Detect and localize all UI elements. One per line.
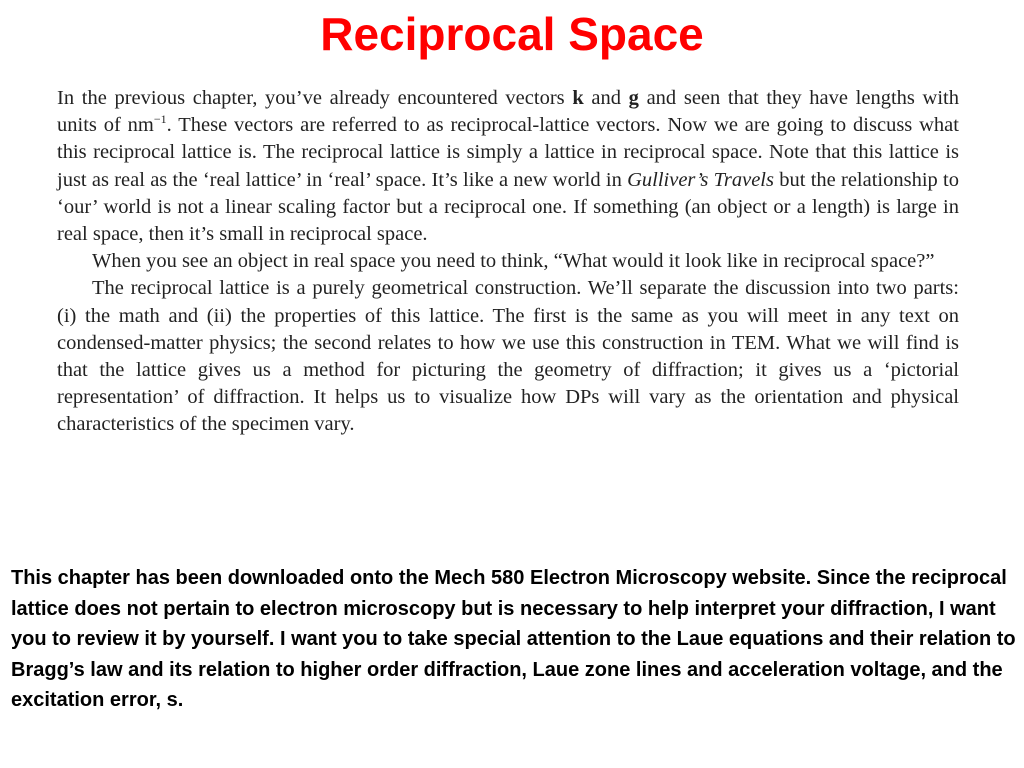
excerpt-paragraph-2: When you see an object in real space you need to think, “What would it look like in reciprocal space?” [92,250,935,273]
excerpt-text: . These vectors are referred to as reciprocal-lattice vectors. Now we are going to discuss what this reciprocal lattice is. The reciprocal lattice is simply a lattice in reciprocal space. Note that this lattice is just as real as the ‘real lattice’ in ‘real’ space. It’s like a new world in [57,114,959,191]
excerpt-text: but the relationship to ‘our’ world is not a linear scaling factor but a reciprocal one. If something (an object or a length) is large in real space, then it’s small in reciprocal space. [57,168,959,246]
vector-k: k [572,87,584,109]
vector-g: g [628,87,639,109]
excerpt-paragraph-3: The reciprocal lattice is a purely geometrical construction. We’ll separate the discussion into two parts: (i) the math and (ii) the properties of this lattice. The first is the same as you will meet in any text on condensed-matter physics; the second relates to how we use this construction in TEM. What we will find is that the lattice gives us a method for picturing the geometry of diffraction; it gives us a ‘pictorial representation’ of diffraction. It helps us to visualize how DPs will vary as the orientation and physical characteristics of the specimen vary. [57,277,959,436]
book-title: Gulliver’s Travels [627,168,774,191]
slide-title: Reciprocal Space [320,8,704,60]
instructor-note: This chapter has been downloaded onto the Mech 580 Electron Microscopy website. Since the reciprocal lattice does not pertain to electron microscopy but is necessary to help interpret your diffraction, I want you to review it by yourself. I want you to take special attention to the Laue equations and their relation to Bragg’s law and its relation to higher order diffraction, Laue zone lines and acceleration voltage, and the excitation error, s. [11,567,1016,711]
textbook-excerpt [57,85,959,439]
excerpt-text: In the previous chapter, you’ve already encountered vectors [57,87,573,109]
excerpt-text: and seen that they have lengths with units of nm [57,87,960,137]
unit-exponent: −1 [153,112,167,127]
excerpt-paragraph-1 [57,85,959,248]
excerpt-text: and [583,87,629,109]
